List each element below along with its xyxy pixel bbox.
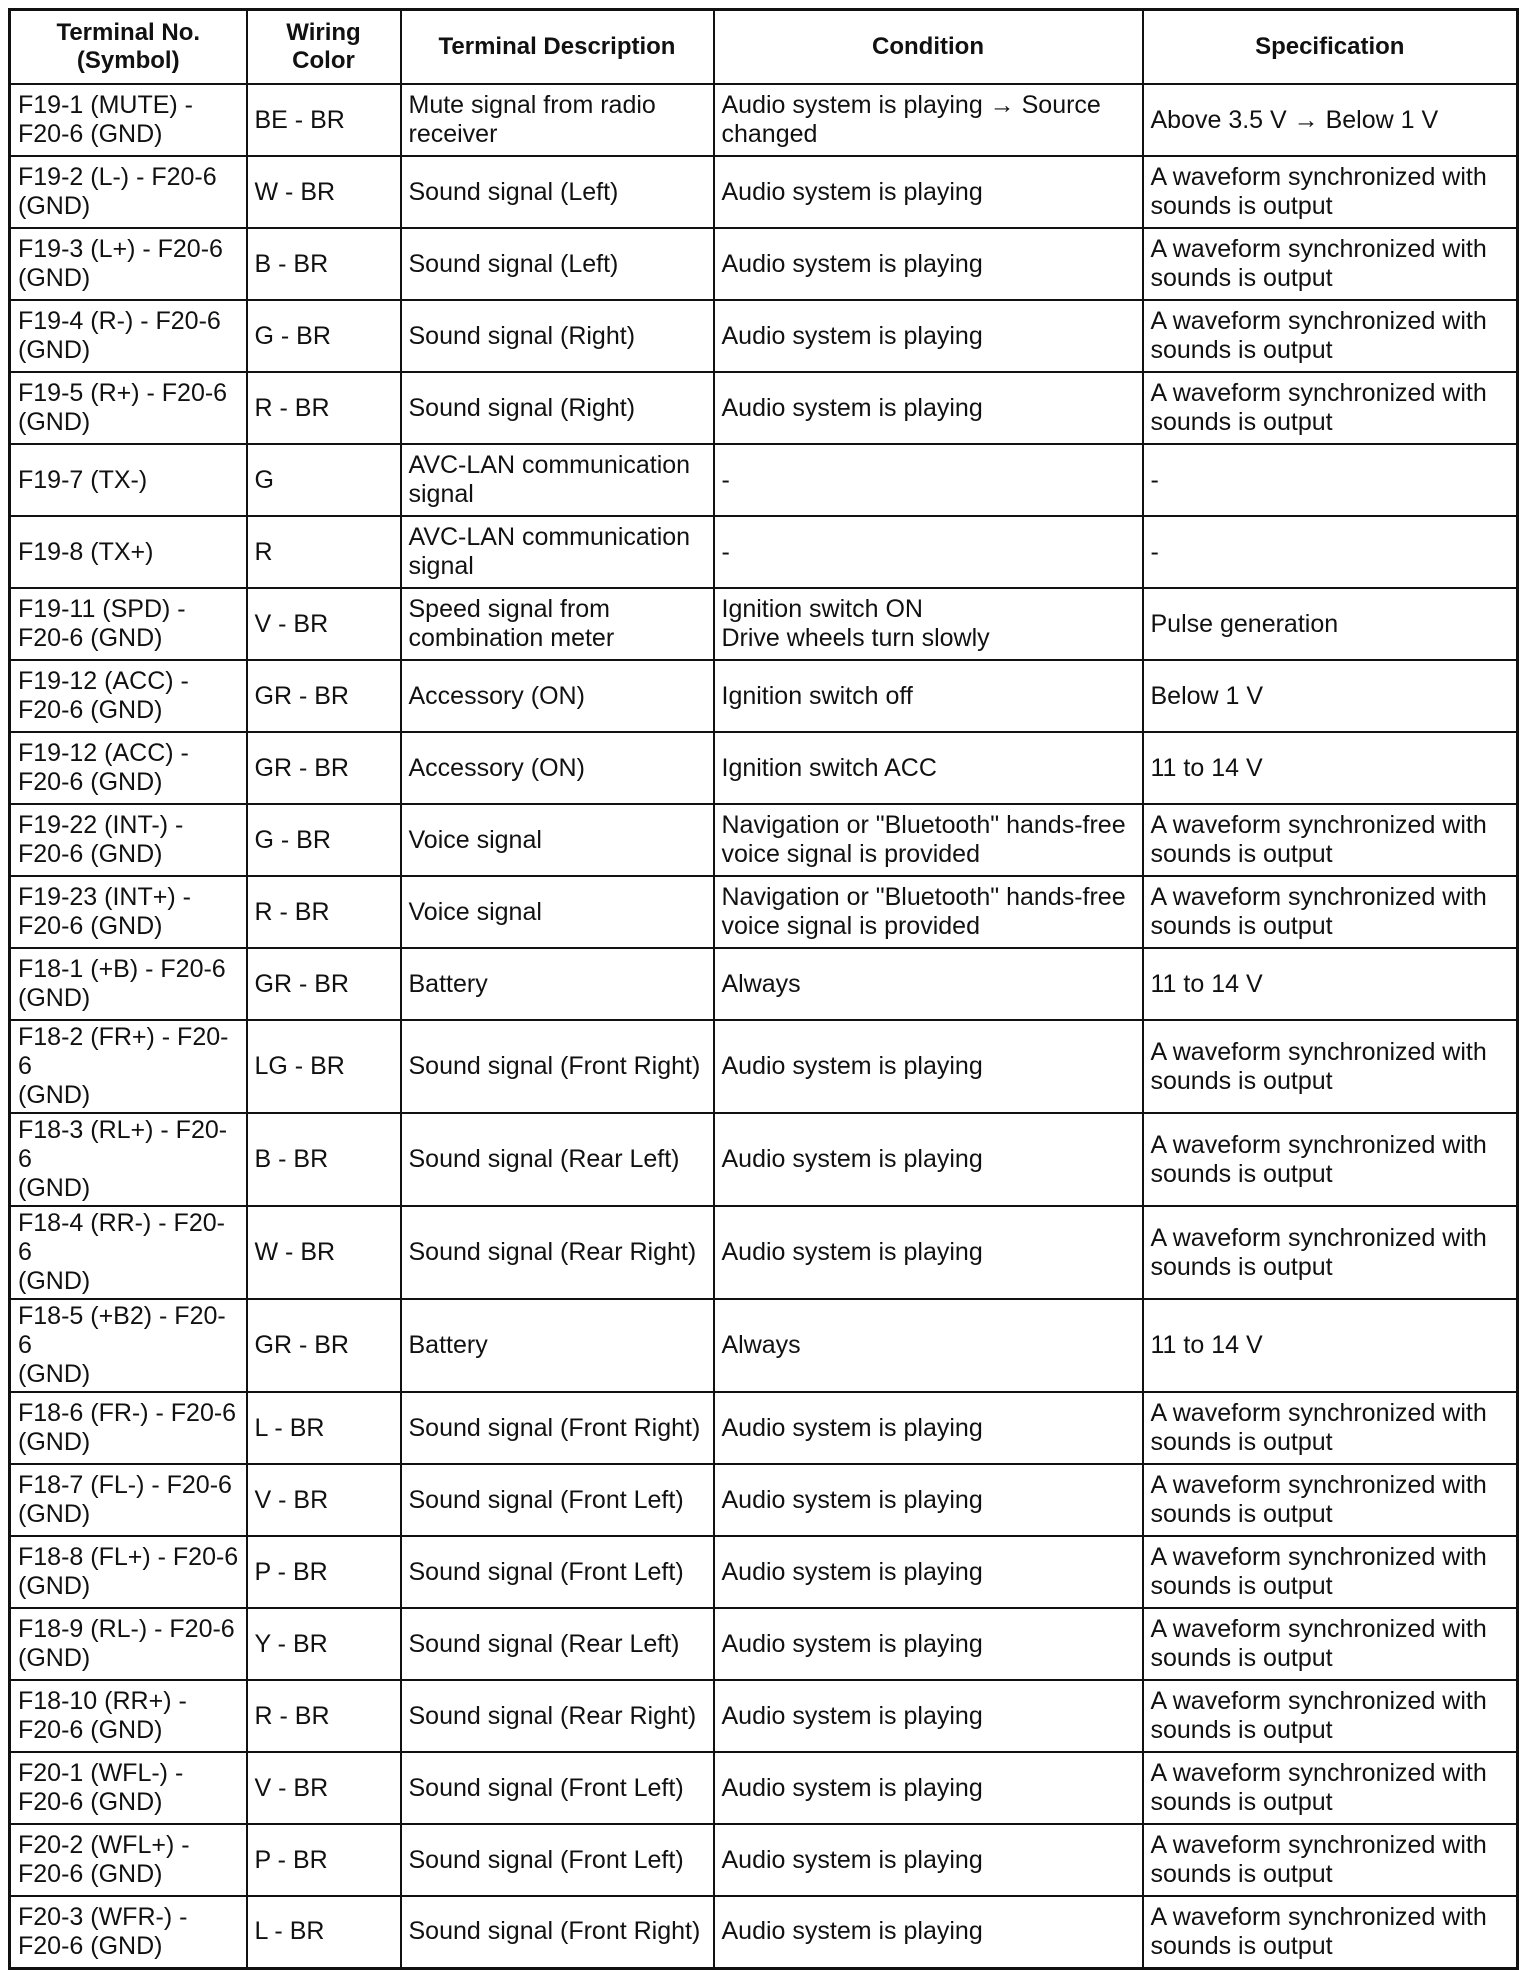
- table-row: [10, 1299, 1518, 1392]
- terminal-no-cell: F18-3 (RL+) - F20-6 (GND): [10, 1113, 247, 1206]
- terminal-no-cell: F18-4 (RR-) - F20-6 (GND): [10, 1206, 247, 1299]
- terminal-no-cell: F19-5 (R+) - F20-6 (GND): [10, 372, 247, 444]
- condition-cell: Audio system is playing: [714, 1896, 1143, 1968]
- condition-cell: Audio system is playing: [714, 1680, 1143, 1752]
- terminal-description-cell: Sound signal (Right): [401, 300, 714, 372]
- terminal-no-cell: F19-2 (L-) - F20-6 (GND): [10, 156, 247, 228]
- condition-cell: Audio system is playing: [714, 1206, 1143, 1299]
- terminal-no-cell: F18-7 (FL-) - F20-6 (GND): [10, 1464, 247, 1536]
- specification-cell: 11 to 14 V: [1143, 732, 1518, 804]
- table-row: [10, 1608, 1518, 1680]
- terminal-no-cell: F20-2 (WFL+) - F20-6 (GND): [10, 1824, 247, 1896]
- header-row: [10, 10, 1518, 85]
- condition-cell: Audio system is playing: [714, 1464, 1143, 1536]
- table-row: [10, 948, 1518, 1020]
- table-row: [10, 1113, 1518, 1206]
- table-row: [10, 1536, 1518, 1608]
- condition-cell: Ignition switch ON Drive wheels turn slowly: [714, 588, 1143, 660]
- specification-cell: A waveform synchronized with sounds is output: [1143, 1536, 1518, 1608]
- terminal-no-cell: F18-8 (FL+) - F20-6 (GND): [10, 1536, 247, 1608]
- specification-cell: A waveform synchronized with sounds is output: [1143, 804, 1518, 876]
- table-row: [10, 1464, 1518, 1536]
- table-row: [10, 516, 1518, 588]
- terminal-no-cell: F20-3 (WFR-) - F20-6 (GND): [10, 1896, 247, 1968]
- condition-cell: Audio system is playing: [714, 228, 1143, 300]
- terminal-description-cell: Sound signal (Right): [401, 372, 714, 444]
- terminal-no-cell: F18-1 (+B) - F20-6 (GND): [10, 948, 247, 1020]
- wiring-color-cell: GR - BR: [247, 948, 401, 1020]
- terminal-description-cell: Battery: [401, 1299, 714, 1392]
- condition-cell: Always: [714, 1299, 1143, 1392]
- condition-cell: Audio system is playing: [714, 372, 1143, 444]
- wiring-color-cell: L - BR: [247, 1896, 401, 1968]
- specification-cell: A waveform synchronized with sounds is output: [1143, 1464, 1518, 1536]
- condition-cell: Audio system is playing: [714, 1824, 1143, 1896]
- specification-cell: Below 1 V: [1143, 660, 1518, 732]
- header-terminal-no: Terminal No. (Symbol): [10, 10, 247, 85]
- specification-cell: A waveform synchronized with sounds is output: [1143, 1680, 1518, 1752]
- wiring-color-cell: GR - BR: [247, 660, 401, 732]
- specification-cell: A waveform synchronized with sounds is output: [1143, 1752, 1518, 1824]
- terminal-description-cell: AVC-LAN communication signal: [401, 516, 714, 588]
- terminal-no-cell: F18-5 (+B2) - F20-6 (GND): [10, 1299, 247, 1392]
- terminal-spec-table: [8, 8, 1519, 1970]
- terminal-description-cell: Sound signal (Front Left): [401, 1464, 714, 1536]
- terminal-description-cell: Sound signal (Rear Left): [401, 1113, 714, 1206]
- table-row: [10, 228, 1518, 300]
- terminal-description-cell: Sound signal (Front Left): [401, 1536, 714, 1608]
- specification-cell: A waveform synchronized with sounds is output: [1143, 1206, 1518, 1299]
- table-header: [10, 10, 1518, 85]
- specification-cell: A waveform synchronized with sounds is output: [1143, 156, 1518, 228]
- terminal-description-cell: Sound signal (Rear Right): [401, 1206, 714, 1299]
- condition-cell: Audio system is playing: [714, 1608, 1143, 1680]
- terminal-no-cell: F19-12 (ACC) - F20-6 (GND): [10, 660, 247, 732]
- condition-cell: Always: [714, 948, 1143, 1020]
- header-terminal-description: Terminal Description: [401, 10, 714, 85]
- table-row: [10, 876, 1518, 948]
- wiring-color-cell: R - BR: [247, 372, 401, 444]
- terminal-no-cell: F19-3 (L+) - F20-6 (GND): [10, 228, 247, 300]
- specification-cell: Above 3.5 V → Below 1 V: [1143, 84, 1518, 156]
- terminal-no-cell: F19-11 (SPD) - F20-6 (GND): [10, 588, 247, 660]
- specification-cell: A waveform synchronized with sounds is output: [1143, 1392, 1518, 1464]
- terminal-description-cell: Accessory (ON): [401, 660, 714, 732]
- terminal-no-cell: F19-1 (MUTE) - F20-6 (GND): [10, 84, 247, 156]
- table-row: [10, 300, 1518, 372]
- wiring-color-cell: R - BR: [247, 876, 401, 948]
- table-row: [10, 1206, 1518, 1299]
- table-row: [10, 804, 1518, 876]
- table-row: [10, 372, 1518, 444]
- table-row: [10, 1680, 1518, 1752]
- specification-cell: A waveform synchronized with sounds is output: [1143, 1608, 1518, 1680]
- terminal-description-cell: Sound signal (Left): [401, 156, 714, 228]
- specification-cell: A waveform synchronized with sounds is output: [1143, 1113, 1518, 1206]
- terminal-description-cell: Sound signal (Front Left): [401, 1752, 714, 1824]
- table-row: [10, 732, 1518, 804]
- wiring-color-cell: LG - BR: [247, 1020, 401, 1113]
- condition-cell: Audio system is playing: [714, 1392, 1143, 1464]
- table-row: [10, 588, 1518, 660]
- table-row: [10, 84, 1518, 156]
- terminal-no-cell: F18-9 (RL-) - F20-6 (GND): [10, 1608, 247, 1680]
- terminal-description-cell: Sound signal (Rear Right): [401, 1680, 714, 1752]
- terminal-description-cell: Accessory (ON): [401, 732, 714, 804]
- specification-cell: A waveform synchronized with sounds is output: [1143, 228, 1518, 300]
- condition-cell: Navigation or "Bluetooth" hands-free voice signal is provided: [714, 876, 1143, 948]
- specification-cell: 11 to 14 V: [1143, 948, 1518, 1020]
- specification-cell: A waveform synchronized with sounds is output: [1143, 1824, 1518, 1896]
- condition-cell: -: [714, 444, 1143, 516]
- table-body: [10, 84, 1518, 1968]
- condition-cell: Audio system is playing: [714, 1020, 1143, 1113]
- terminal-description-cell: Speed signal from combination meter: [401, 588, 714, 660]
- terminal-spec-sheet: [8, 8, 1516, 1970]
- wiring-color-cell: V - BR: [247, 588, 401, 660]
- specification-cell: -: [1143, 444, 1518, 516]
- terminal-description-cell: AVC-LAN communication signal: [401, 444, 714, 516]
- wiring-color-cell: W - BR: [247, 156, 401, 228]
- specification-cell: 11 to 14 V: [1143, 1299, 1518, 1392]
- wiring-color-cell: BE - BR: [247, 84, 401, 156]
- wiring-color-cell: GR - BR: [247, 732, 401, 804]
- header-wiring-color: Wiring Color: [247, 10, 401, 85]
- terminal-no-cell: F19-8 (TX+): [10, 516, 247, 588]
- specification-cell: A waveform synchronized with sounds is output: [1143, 1896, 1518, 1968]
- table-row: [10, 444, 1518, 516]
- specification-cell: A waveform synchronized with sounds is output: [1143, 876, 1518, 948]
- wiring-color-cell: W - BR: [247, 1206, 401, 1299]
- terminal-no-cell: F19-23 (INT+) - F20-6 (GND): [10, 876, 247, 948]
- specification-cell: A waveform synchronized with sounds is output: [1143, 300, 1518, 372]
- terminal-no-cell: F18-6 (FR-) - F20-6 (GND): [10, 1392, 247, 1464]
- terminal-description-cell: Sound signal (Left): [401, 228, 714, 300]
- condition-cell: Audio system is playing: [714, 1752, 1143, 1824]
- wiring-color-cell: L - BR: [247, 1392, 401, 1464]
- specification-cell: Pulse generation: [1143, 588, 1518, 660]
- wiring-color-cell: P - BR: [247, 1536, 401, 1608]
- terminal-description-cell: Sound signal (Front Right): [401, 1896, 714, 1968]
- terminal-description-cell: Sound signal (Rear Left): [401, 1608, 714, 1680]
- wiring-color-cell: G: [247, 444, 401, 516]
- wiring-color-cell: V - BR: [247, 1464, 401, 1536]
- wiring-color-cell: Y - BR: [247, 1608, 401, 1680]
- terminal-no-cell: F19-4 (R-) - F20-6 (GND): [10, 300, 247, 372]
- table-row: [10, 156, 1518, 228]
- header-specification: Specification: [1143, 10, 1518, 85]
- condition-cell: Audio system is playing: [714, 300, 1143, 372]
- condition-cell: Audio system is playing: [714, 1113, 1143, 1206]
- condition-cell: Ignition switch off: [714, 660, 1143, 732]
- terminal-no-cell: F18-2 (FR+) - F20-6 (GND): [10, 1020, 247, 1113]
- specification-cell: A waveform synchronized with sounds is output: [1143, 1020, 1518, 1113]
- condition-cell: Navigation or "Bluetooth" hands-free voice signal is provided: [714, 804, 1143, 876]
- table-row: [10, 1896, 1518, 1968]
- terminal-description-cell: Voice signal: [401, 876, 714, 948]
- terminal-description-cell: Sound signal (Front Left): [401, 1824, 714, 1896]
- terminal-description-cell: Battery: [401, 948, 714, 1020]
- terminal-description-cell: Sound signal (Front Right): [401, 1020, 714, 1113]
- table-row: [10, 1824, 1518, 1896]
- wiring-color-cell: R - BR: [247, 1680, 401, 1752]
- condition-cell: -: [714, 516, 1143, 588]
- terminal-no-cell: F18-10 (RR+) - F20-6 (GND): [10, 1680, 247, 1752]
- specification-cell: A waveform synchronized with sounds is output: [1143, 372, 1518, 444]
- condition-cell: Audio system is playing: [714, 156, 1143, 228]
- condition-cell: Ignition switch ACC: [714, 732, 1143, 804]
- table-row: [10, 1392, 1518, 1464]
- condition-cell: Audio system is playing: [714, 1536, 1143, 1608]
- terminal-description-cell: Sound signal (Front Right): [401, 1392, 714, 1464]
- specification-cell: -: [1143, 516, 1518, 588]
- condition-cell: Audio system is playing → Source changed: [714, 84, 1143, 156]
- wiring-color-cell: B - BR: [247, 228, 401, 300]
- terminal-no-cell: F19-12 (ACC) - F20-6 (GND): [10, 732, 247, 804]
- table-row: [10, 660, 1518, 732]
- header-condition: Condition: [714, 10, 1143, 85]
- wiring-color-cell: V - BR: [247, 1752, 401, 1824]
- wiring-color-cell: R: [247, 516, 401, 588]
- wiring-color-cell: P - BR: [247, 1824, 401, 1896]
- terminal-no-cell: F19-7 (TX-): [10, 444, 247, 516]
- terminal-description-cell: Mute signal from radio receiver: [401, 84, 714, 156]
- wiring-color-cell: G - BR: [247, 300, 401, 372]
- wiring-color-cell: B - BR: [247, 1113, 401, 1206]
- terminal-description-cell: Voice signal: [401, 804, 714, 876]
- terminal-no-cell: F19-22 (INT-) - F20-6 (GND): [10, 804, 247, 876]
- table-row: [10, 1752, 1518, 1824]
- terminal-no-cell: F20-1 (WFL-) - F20-6 (GND): [10, 1752, 247, 1824]
- wiring-color-cell: G - BR: [247, 804, 401, 876]
- wiring-color-cell: GR - BR: [247, 1299, 401, 1392]
- table-row: [10, 1020, 1518, 1113]
